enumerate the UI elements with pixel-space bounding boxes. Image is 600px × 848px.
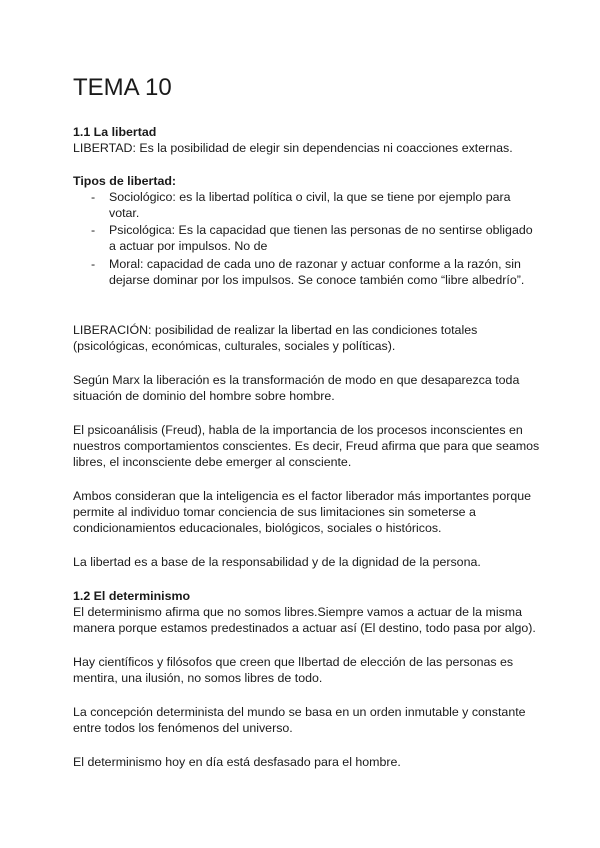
list-item-psicologica: Psicológica: Es la capacidad que tienen las personas de no sentirse obligado a actuar por impulsos. No de xyxy=(109,223,533,253)
section-heading-libertad: 1.1 La libertad xyxy=(73,125,157,139)
list-item-sociologico: Sociológico: es la libertad política o civil, la que se tiene por ejemplo para votar. xyxy=(109,190,511,220)
definition-libertad: LIBERTAD: Es la posibilidad de elegir sin dependencias ni coacciones externas. xyxy=(73,141,513,155)
bullet-dash: - xyxy=(91,223,96,237)
paragraph-marx: Según Marx la liberación es la transformación de modo en que desaparezca toda situación de dominio del hombre sobre hombre. xyxy=(73,373,520,403)
page-title: TEMA 10 xyxy=(73,74,172,101)
paragraph-ambos: Ambos consideran que la inteligencia es el factor liberador más importantes porque permite al individuo tomar conciencia de sus limitaciones sin someterse a condicionamientos educacionales, biológicos, sociales o históricos. xyxy=(73,489,532,535)
paragraph-determinismo-definicion: El determinismo afirma que no somos libres.Siempre vamos a actuar de la misma manera porque estamos predestinados a actuar así (El destino, todo pasa por algo). xyxy=(73,605,536,635)
paragraph-freud: El psicoanálisis (Freud), habla de la importancia de los procesos inconscientes en nuestros comportamientos conscientes. Es decir, Freud afirma que para que seamos libres, el inconsciente debe emerger al consciente. xyxy=(73,423,540,469)
list-item-moral: Moral: capacidad de cada uno de razonar y actuar conforme a la razón, sin dejarse dominar por los impulsos. Se conoce también como “libre albedrío”. xyxy=(109,257,525,287)
paragraph-liberacion: LIBERACIÓN: posibilidad de realizar la libertad en las condiciones totales (psicológicas, económicas, culturales, sociales y políticas). xyxy=(73,323,478,353)
paragraph-desfasado: El determinismo hoy en día está desfasado para el hombre. xyxy=(73,755,401,769)
bullet-dash: - xyxy=(91,257,96,271)
paragraph-responsabilidad: La libertad es a base de la responsabilidad y de la dignidad de la persona. xyxy=(73,555,481,569)
paragraph-cientificos: Hay científicos y filósofos que creen que lIbertad de elección de las personas es mentira, una ilusión, no somos libres de todo. xyxy=(73,655,514,685)
bullet-dash: - xyxy=(91,190,96,204)
types-heading: Tipos de libertad: xyxy=(73,174,177,188)
paragraph-concepcion: La concepción determinista del mundo se basa en un orden inmutable y constante entre todos los fenómenos del universo. xyxy=(73,705,526,735)
section-heading-determinismo: 1.2 El determinismo xyxy=(73,589,191,603)
